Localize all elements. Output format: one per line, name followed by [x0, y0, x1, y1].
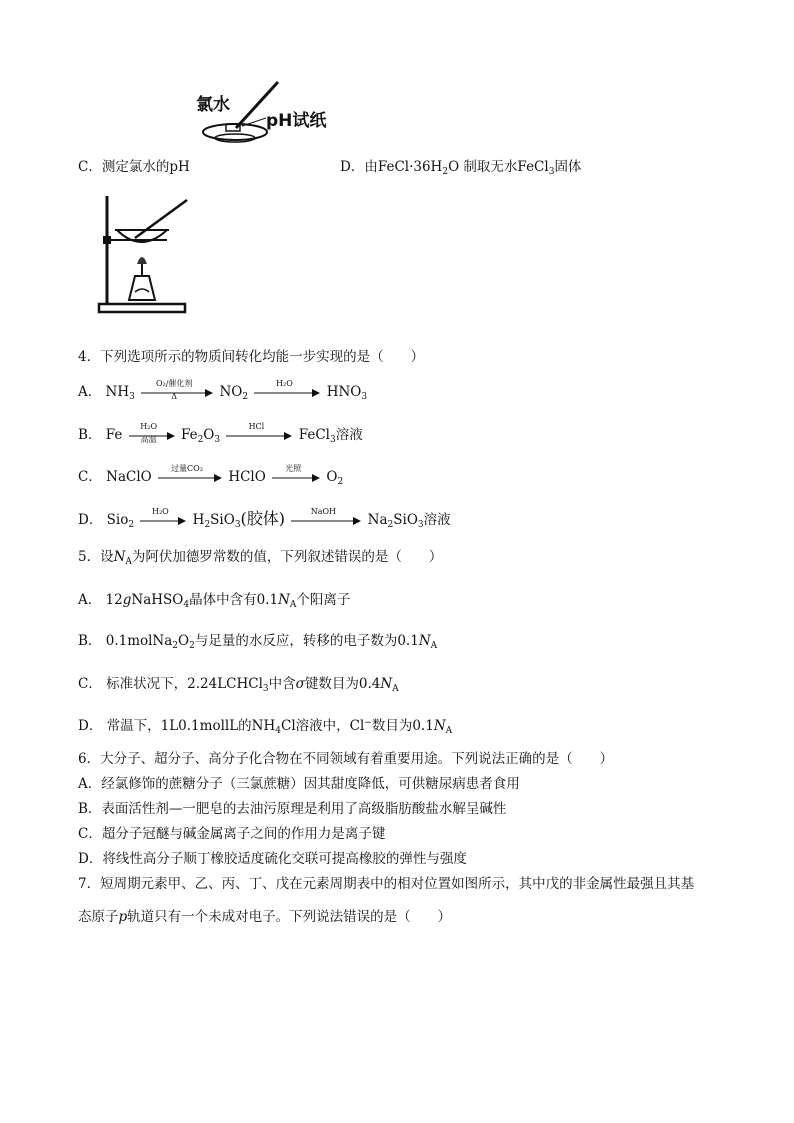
q5-option-d	[78, 714, 452, 734]
species: O	[203, 427, 215, 443]
arrow-condition: 过量CO₂	[171, 463, 203, 473]
reaction-arrow	[272, 463, 320, 482]
reaction-arrow	[141, 378, 213, 401]
option-text-part: O 制取无水FeCl	[448, 159, 549, 175]
subscript: 2	[242, 392, 249, 402]
label-chlorine-water: 氯水	[196, 95, 230, 115]
subscript: 2	[189, 641, 195, 651]
subscript: 3	[234, 520, 241, 530]
option-label: A．	[78, 384, 102, 400]
subscript: 2	[128, 520, 135, 530]
text: 个阳离子	[296, 592, 351, 608]
option-label: C．	[78, 676, 102, 692]
arrow-condition: 光照	[285, 463, 302, 473]
q3-option-d	[340, 155, 581, 175]
species: FeCl	[298, 427, 330, 443]
species: O	[326, 469, 338, 485]
stem-text: 为阿伏加德罗常数的值，下列叙述错误的是（ ）	[131, 549, 443, 565]
subscript: 2	[197, 435, 204, 445]
option-label: D．	[78, 718, 103, 734]
unit: g	[122, 592, 132, 608]
q4-option-c	[78, 465, 343, 485]
text: 常温下，1L0.1mollL的NH	[106, 718, 276, 734]
avogadro-symbol: N	[380, 676, 393, 692]
q4-option-a	[78, 380, 367, 400]
text: 中含	[268, 676, 296, 692]
figure-evaporation-apparatus	[95, 192, 195, 320]
text: 键数目为0.4	[304, 676, 381, 692]
q7-stem-line1: 7．短周期元素甲、乙、丙、丁、戊在元素周期表中的相对位置如图所示，其中戊的非金属性最强且其基	[78, 876, 695, 892]
q6-option-c: C．超分子冠醚与碱金属离子之间的作用力是离子键	[78, 826, 386, 842]
label-ph-paper: pH试纸	[266, 111, 327, 131]
reaction-arrow	[129, 421, 175, 444]
reaction-arrow	[226, 421, 292, 440]
text: 与足量的水反应，转移的电子数为0.1	[194, 633, 419, 649]
text: NaHSO	[131, 592, 184, 608]
stem-text: 5．设	[78, 549, 114, 565]
species-suffix: 溶液	[423, 512, 451, 528]
subscript: 3	[361, 392, 368, 402]
text: O	[178, 633, 190, 649]
sigma-symbol: σ	[295, 676, 305, 692]
arrow-condition: H₂O	[140, 421, 158, 431]
species: HClO	[228, 469, 266, 485]
arrow-condition: H₂O	[276, 378, 293, 388]
species: H	[192, 512, 205, 528]
q3-option-c	[78, 155, 190, 175]
species-suffix: 溶液	[335, 427, 363, 443]
figure-ph-test	[190, 78, 340, 150]
option-text-part: 固体	[554, 159, 582, 175]
option-label: C．	[78, 159, 102, 175]
species: SiO	[210, 512, 235, 528]
subscript: 2	[387, 520, 394, 530]
subscript: 3	[214, 435, 221, 445]
subscript: A	[392, 684, 399, 694]
subscript: A	[445, 726, 453, 736]
subscript: 3	[329, 435, 336, 445]
subscript: A	[289, 600, 297, 610]
option-label: D．	[78, 512, 103, 528]
option-label: C．	[78, 469, 102, 485]
q6-stem: 6．大分子、超分子、高分子化合物在不同领域有着重要用途。下列说法正确的是（ ）	[78, 751, 614, 767]
option-label: D．	[340, 159, 365, 175]
subscript: 2	[172, 641, 179, 651]
arrow-condition: Δ	[171, 391, 178, 401]
text: 态原子	[78, 909, 119, 925]
q6-option-d: D．将线性高分子顺丁橡胶适度硫化交联可提高橡胶的弹性与强度	[78, 851, 467, 867]
option-text: 测定氯水的pH	[101, 159, 190, 175]
subscript: 2	[337, 477, 344, 487]
species: Fe	[180, 427, 198, 443]
subscript: 3	[262, 684, 269, 694]
subscript: 2	[442, 167, 449, 177]
q5-option-c	[78, 672, 399, 692]
arrow-condition: O₂/催化剂	[155, 378, 193, 388]
superscript: −	[364, 718, 372, 728]
species: HNO	[326, 384, 362, 400]
arrow-condition: 高温	[140, 434, 157, 444]
option-label: A．	[78, 592, 102, 608]
reaction-arrow	[140, 506, 186, 525]
q5-option-a	[78, 588, 350, 608]
text: 0.1molNa	[105, 633, 173, 649]
q5-stem	[78, 545, 442, 565]
arrow-condition: H₂O	[151, 506, 169, 516]
orbital-symbol: p	[118, 909, 128, 925]
option-label: B．	[78, 633, 102, 649]
option-label: B．	[78, 427, 102, 443]
species: NO	[219, 384, 243, 400]
subscript: 3	[129, 392, 135, 402]
avogadro-symbol: N	[418, 633, 431, 649]
species-suffix: (胶体)	[240, 509, 286, 528]
avogadro-symbol: N	[113, 549, 126, 565]
q4-option-d	[78, 506, 451, 529]
avogadro-symbol: N	[278, 592, 290, 608]
species: Na	[367, 512, 388, 528]
arrow-condition: NaOH	[310, 506, 336, 516]
q4-option-b	[78, 423, 363, 443]
species: NH	[105, 384, 130, 400]
subscript: 4	[183, 600, 190, 610]
q4-stem: 4．下列选项所示的物质间转化均能一步实现的是（ ）	[78, 349, 425, 365]
species: Sio	[106, 512, 129, 528]
species: Fe	[105, 427, 123, 443]
q5-option-b	[78, 629, 437, 649]
text: 标准状况下，2.24LCHCl	[106, 676, 263, 692]
text: 数目为0.1	[371, 718, 434, 734]
subscript: A	[125, 557, 132, 567]
q7-stem-line2	[78, 905, 451, 925]
option-text-part: 由FeCl·36H	[364, 159, 443, 175]
text: 轨道只有一个未成对电子。下列说法错误的是（ ）	[127, 909, 452, 925]
subscript: 3	[417, 520, 424, 530]
arrow-condition: HCl	[248, 421, 265, 431]
text: 晶体中含有0.1	[189, 592, 279, 608]
reaction-arrow	[254, 378, 320, 397]
species: NaClO	[106, 469, 152, 485]
subscript: 4	[275, 726, 281, 736]
species: SiO	[393, 512, 418, 528]
text: Cl溶液中，Cl	[281, 718, 365, 734]
reaction-arrow	[291, 506, 361, 525]
subscript: 2	[204, 520, 211, 530]
q6-option-a: A．经氯修饰的蔗糖分子（三氯蔗糖）因其甜度降低，可供糖尿病患者食用	[78, 776, 520, 792]
reaction-arrow	[158, 463, 222, 482]
q6-option-b: B．表面活性剂—一肥皂的去油污原理是利用了高级脂肪酸盐水解呈碱性	[78, 801, 507, 817]
text: 12	[105, 592, 123, 608]
subscript: 3	[548, 167, 555, 177]
subscript: A	[430, 641, 438, 651]
avogadro-symbol: N	[433, 718, 446, 734]
